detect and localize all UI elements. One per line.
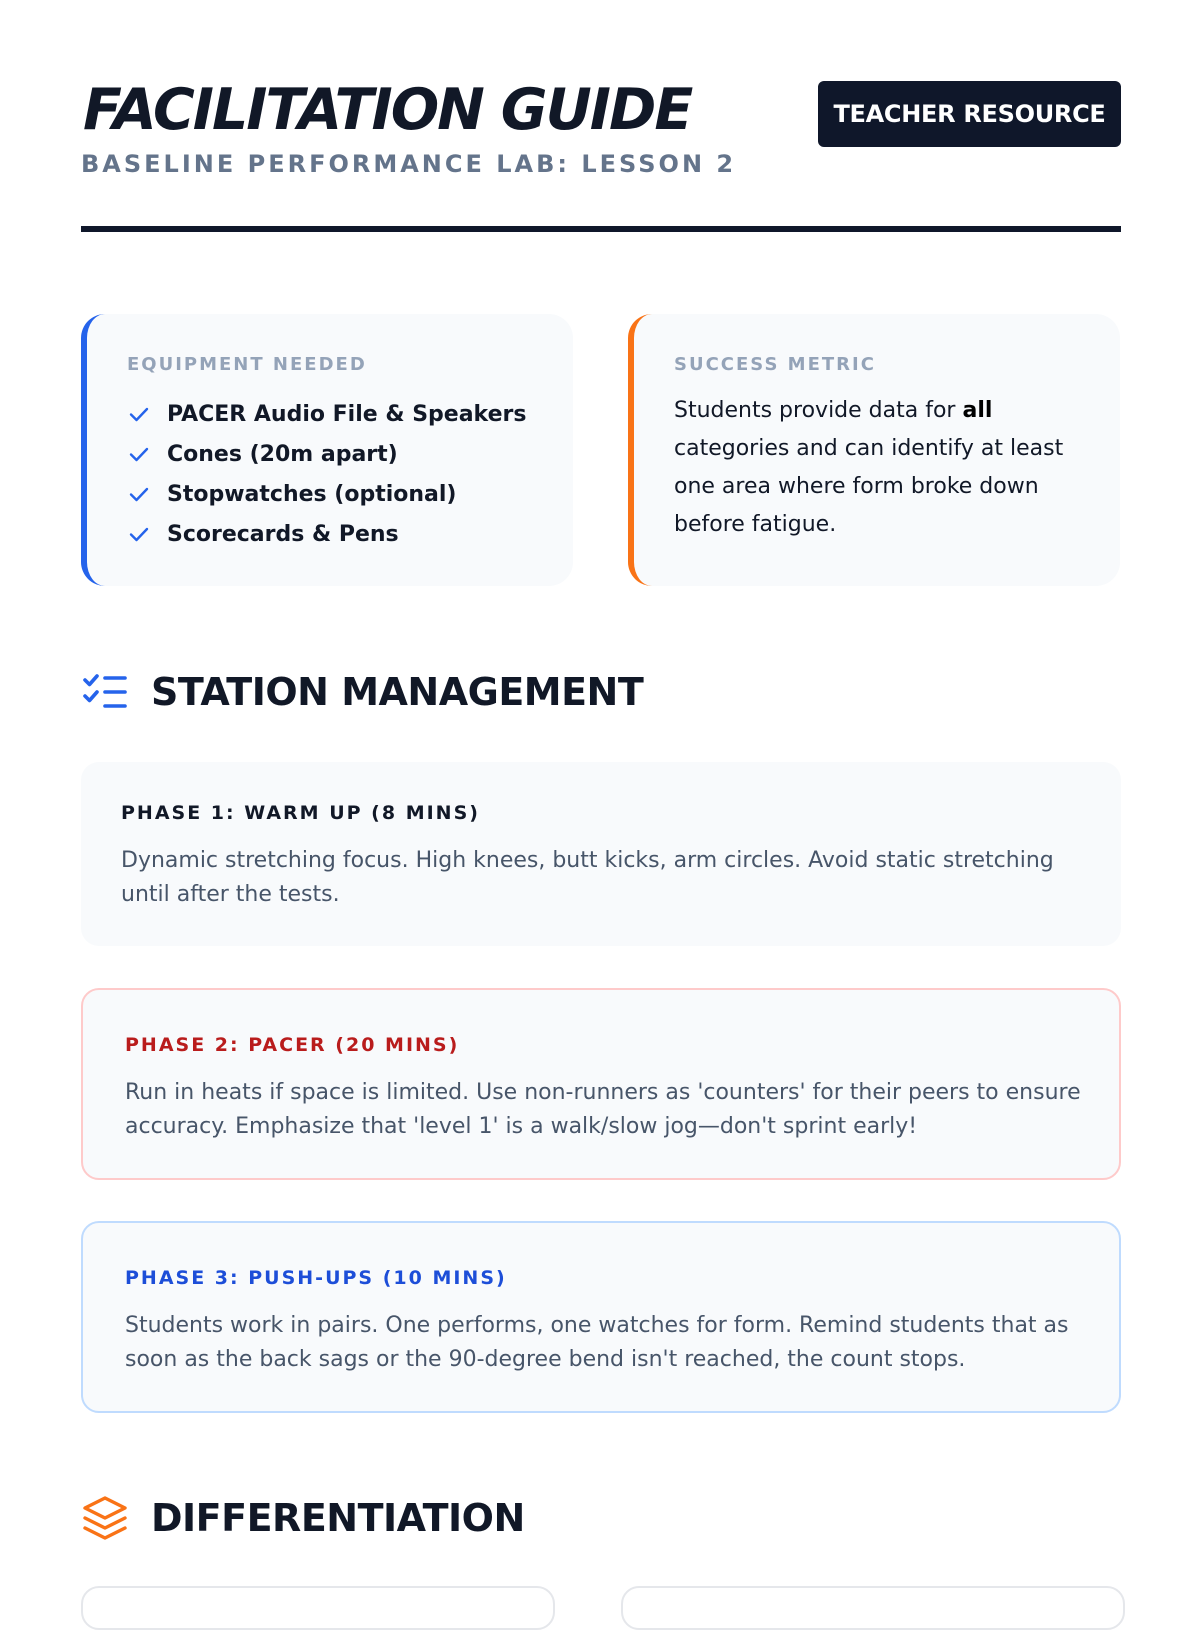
differentiation-card	[81, 1586, 555, 1630]
equipment-item-label: Stopwatches (optional)	[167, 481, 457, 507]
layers-icon	[81, 1494, 129, 1542]
teacher-resource-badge: TEACHER RESOURCE	[818, 81, 1121, 147]
page-subtitle: BASELINE PERFORMANCE LAB: LESSON 2	[81, 150, 737, 178]
check-icon	[127, 482, 151, 506]
equipment-list	[127, 394, 526, 554]
check-icon	[127, 442, 151, 466]
phase-card-warm-up	[81, 762, 1121, 946]
phase-title: PHASE 2: PACER (20 MINS)	[125, 1034, 460, 1056]
phase-description: Dynamic stretching focus. High knees, butt kicks, arm circles. Avoid static stretching until after the tests.	[121, 848, 1054, 907]
equipment-item	[127, 474, 526, 514]
equipment-item	[127, 434, 526, 474]
list-checks-icon	[81, 668, 129, 716]
success-metric-text-end: categories and can identify at least one area where form broke down before fatigue.	[674, 436, 1064, 537]
phase-description: Students work in pairs. One performs, one watches for form. Remind students that as soon as the back sags or the 90-degree bend isn't reached, the count stops.	[125, 1313, 1069, 1372]
check-icon	[127, 402, 151, 426]
equipment-item-label: Cones (20m apart)	[167, 441, 398, 467]
success-metric-card	[628, 314, 1120, 586]
phase-title: PHASE 3: PUSH-UPS (10 MINS)	[125, 1267, 507, 1289]
differentiation-card	[621, 1586, 1125, 1630]
page-title: FACILITATION GUIDE	[83, 77, 692, 143]
check-icon	[127, 522, 151, 546]
equipment-item-label: Scorecards & Pens	[167, 521, 399, 547]
differentiation-heading	[81, 1494, 525, 1542]
section-title: DIFFERENTIATION	[151, 1496, 525, 1540]
phase-card-pacer	[81, 988, 1121, 1180]
equipment-card	[81, 314, 573, 586]
header-divider	[81, 226, 1121, 232]
success-metric-emphasis: all	[962, 398, 993, 423]
header	[81, 78, 1121, 228]
equipment-item-label: PACER Audio File & Speakers	[167, 401, 527, 427]
success-metric-text	[674, 392, 1074, 544]
equipment-label: EQUIPMENT NEEDED	[127, 354, 367, 375]
phase-description: Run in heats if space is limited. Use non-runners as 'counters' for their peers to ensure accuracy. Emphasize that 'level 1' is a walk/slow jog—don't sprint early!	[125, 1080, 1081, 1139]
phase-card-push-ups	[81, 1221, 1121, 1413]
section-title: STATION MANAGEMENT	[151, 670, 644, 714]
station-management-heading	[81, 668, 643, 716]
equipment-item	[127, 394, 526, 434]
equipment-item	[127, 514, 526, 554]
success-metric-label: SUCCESS METRIC	[674, 354, 876, 375]
success-metric-text-start: Students provide data for	[674, 398, 963, 423]
phase-title: PHASE 1: WARM UP (8 MINS)	[121, 802, 480, 824]
